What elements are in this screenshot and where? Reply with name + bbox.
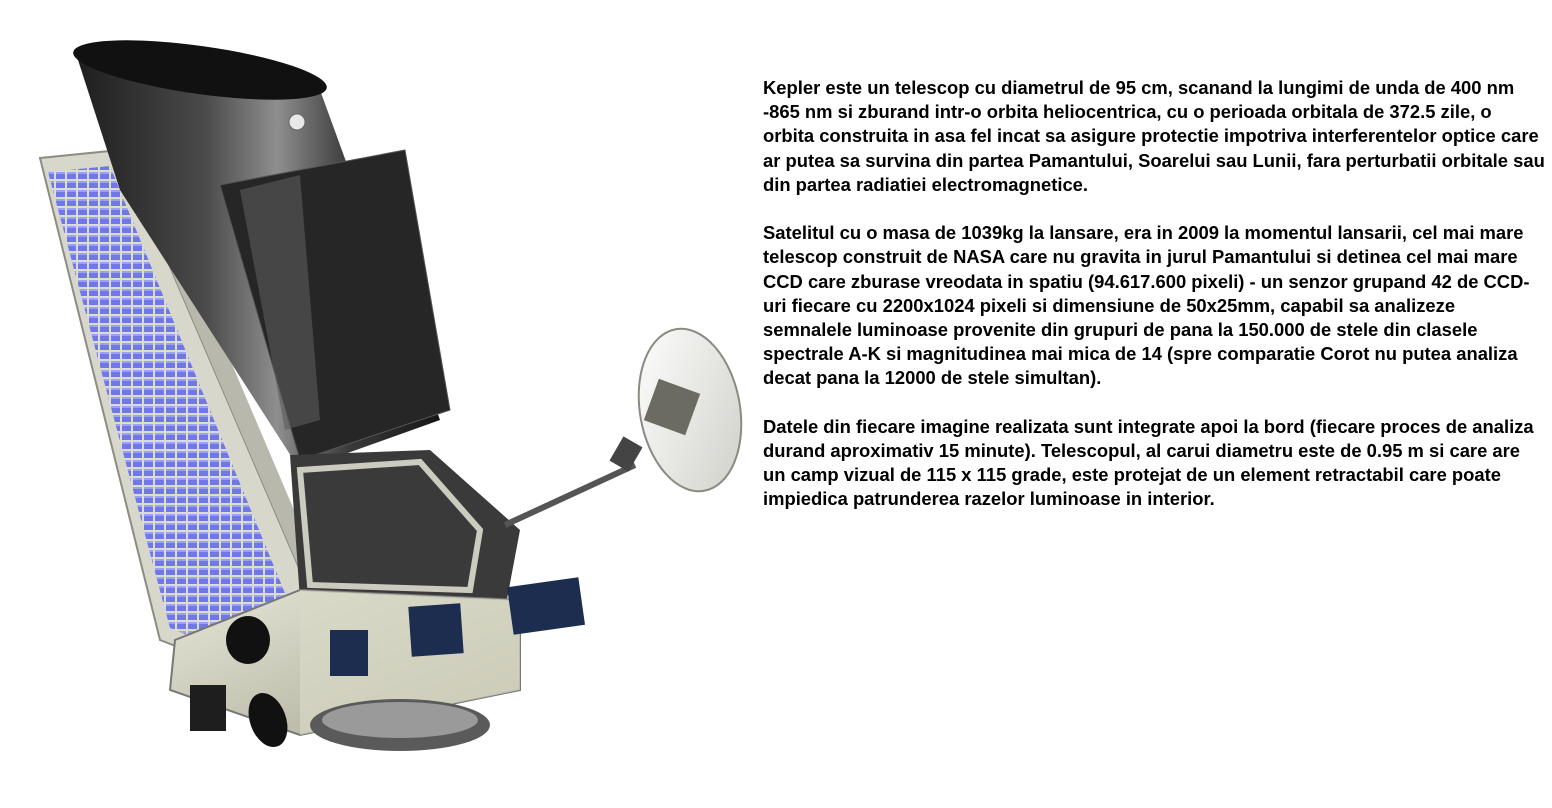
- paragraph-data-processing: Datele din fiecare imagine realizata sunt integrate apoi la bord (fiecare proces de analiza durand aproximativ 15 minute). Telescopul, al carui diametru este de 0.95 m si care are un camp vizual de 115 x 115 grade, este protejat de un element retractabil care poate impiedica patrunderea razelor luminoase in interior.: [763, 415, 1534, 510]
- paragraph-ccd: Satelitul cu o masa de 1039kg la lansare, era in 2009 la momentul lansarii, cel mai mare telescop construit de NASA care nu gravita in jurul Pamantului si detinea cel mai mare CCD care zburase vreodata in spatiu (94.617.600 pixeli) - un senzor grupand 42 de CCD-uri fiecare cu 2200x1024 pixeli si dimensiune de 50x25mm, capabil sa analizeze semnalele luminoase provenite din grupuri de pana la 150.000 de stele din clasele spectrale A-K si magnitudinea mai mica de 14 (spre comparatie Corot nu putea analiza decat pana la 12000 de stele simultan).: [763, 222, 1530, 389]
- high-gain-antenna: [505, 321, 753, 525]
- kepler-telescope-illustration: [0, 0, 760, 808]
- article-text: [763, 76, 1545, 536]
- paragraph-intro: Kepler este un telescop cu diametrul de 95 cm, scanand la lungimi de unda de 400 nm -865 nm si zburand intr-o orbita heliocentrica, cu o perioada orbitala de 372.5 zile, o orbita construita in asa fel incat sa asigure protectie impotriva interferentelor optice care ar putea sa survina din partea Pamantului, Soarelui sau Lunii, fara perturbatii orbitale sau din partea radiatiei electromagnetice.: [763, 77, 1545, 195]
